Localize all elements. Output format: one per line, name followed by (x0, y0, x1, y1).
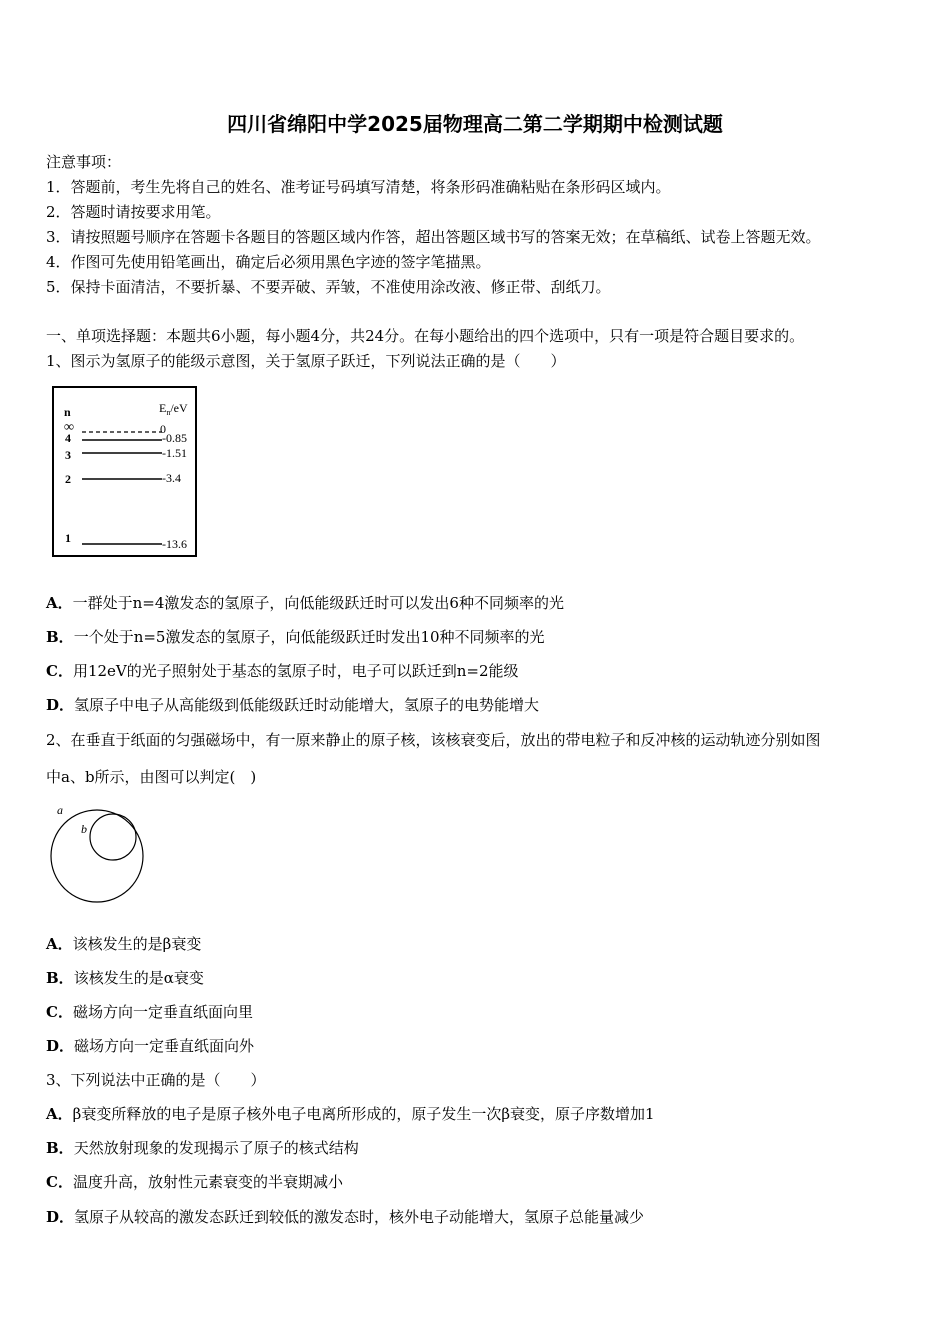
track-b-circle (90, 814, 136, 860)
section-heading: 一、单项选择题：本题共6小题，每小题4分，共24分。在每小题给出的四个选项中，只有一项是符合题目要求的。 (46, 327, 805, 345)
q3-option-d[interactable]: D．氢原子从较高的激发态跃迁到较低的激发态时，核外电子动能增大，氢原子总能量减少 (46, 1208, 645, 1226)
notice-item: 1．答题前，考生先将自己的姓名、准考证号码填写清楚，将条形码准确粘贴在条形码区域内。 (46, 178, 671, 196)
q1-option-d[interactable]: D．氢原子中电子从高能级到低能级跃迁时动能增大，氢原子的电势能增大 (46, 696, 540, 714)
level-n-label: 2 (65, 472, 71, 486)
track-a-circle (51, 810, 143, 902)
track-circles-diagram (44, 800, 154, 905)
q2-option-c[interactable]: C．磁场方向一定垂直纸面向里 (46, 1003, 253, 1021)
q1-option-c[interactable]: C．用12eV的光子照射处于基态的氢原子时，电子可以跃迁到n=2能级 (46, 662, 519, 680)
question-1-stem: 1、图示为氢原子的能级示意图，关于氢原子跃迁，下列说法正确的是（ ） (46, 352, 566, 370)
q2-option-d[interactable]: D．磁场方向一定垂直纸面向外 (46, 1037, 255, 1055)
notice-item: 4．作图可先使用铅笔画出，确定后必须用黑色字迹的签字笔描黑。 (46, 253, 491, 271)
q1-option-a[interactable]: A．一群处于n=4激发态的氢原子，向低能级跃迁时可以发出6种不同频率的光 (46, 594, 564, 612)
level-energy-label: -13.6 (162, 537, 187, 551)
level-n-label: 1 (65, 531, 71, 545)
page-title: 四川省绵阳中学2025届物理高二第二学期期中检测试题 (227, 112, 723, 136)
notice-heading: 注意事项： (46, 153, 122, 171)
question-2-stem-continued: 中a、b所示，由图可以判定( ) (46, 768, 257, 786)
level-energy-label: -3.4 (162, 471, 181, 485)
q1-option-b[interactable]: B．一个处于n=5激发态的氢原子，向低能级跃迁时发出10种不同频率的光 (46, 628, 545, 646)
level-energy-label: -1.51 (162, 446, 187, 460)
energy-axis-label: $E_n/eV$ (159, 401, 188, 417)
level-energy-label: -0.85 (162, 431, 187, 445)
level-n-label: ∞ (64, 420, 74, 435)
track-b-label: b (81, 822, 87, 836)
notice-item: 2．答题时请按要求用笔。 (46, 203, 221, 221)
q3-option-b[interactable]: B．天然放射现象的发现揭示了原子的核式结构 (46, 1139, 359, 1157)
question-2-stem: 2、在垂直于纸面的匀强磁场中，有一原来静止的原子核，该核衰变后，放出的带电粒子和反冲核的运动轨迹分别如图 (46, 731, 821, 749)
level-n-label: 4 (65, 431, 71, 445)
q3-option-a[interactable]: A．β衰变所释放的电子是原子核外电子电离所形成的，原子发生一次β衰变，原子序数增加1 (46, 1105, 655, 1123)
n-axis-label: n (64, 405, 71, 419)
q2-option-b[interactable]: B．该核发生的是α衰变 (46, 969, 204, 987)
level-n-label: 3 (65, 448, 71, 462)
energy-level-diagram (50, 385, 200, 561)
track-a-label: a (57, 803, 63, 817)
level-energy-label: 0 (160, 422, 166, 436)
q3-option-c[interactable]: C．温度升高，放射性元素衰变的半衰期减小 (46, 1173, 343, 1191)
q2-option-a[interactable]: A．该核发生的是β衰变 (46, 935, 202, 953)
notice-item: 3．请按照题号顺序在答题卡各题目的答题区域内作答，超出答题区域书写的答案无效；在草稿纸、试卷上答题无效。 (46, 228, 821, 246)
notice-item: 5．保持卡面清洁，不要折暴、不要弄破、弄皱，不准使用涂改液、修正带、刮纸刀。 (46, 278, 611, 296)
question-3-stem: 3、下列说法中正确的是（ ） (46, 1071, 266, 1089)
